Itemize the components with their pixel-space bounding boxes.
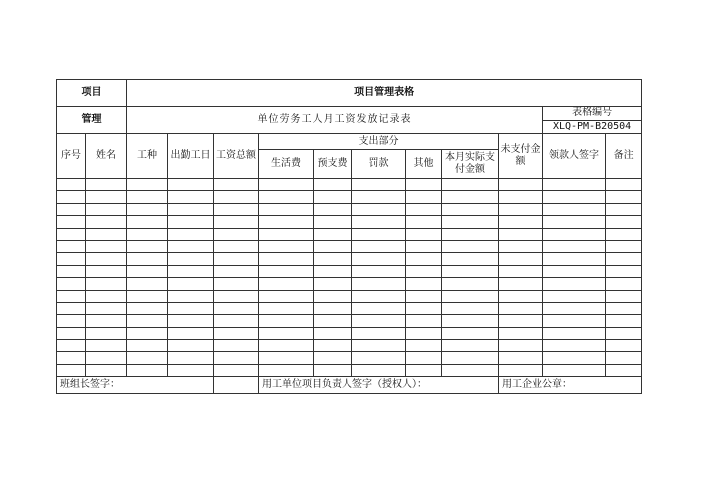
table-row <box>57 240 642 252</box>
table-cell[interactable] <box>57 327 86 339</box>
col-other: 其他 <box>406 150 442 179</box>
table-cell[interactable] <box>86 290 127 302</box>
table-row <box>57 327 642 339</box>
table-cell[interactable] <box>543 228 606 240</box>
table-cell[interactable] <box>406 302 442 314</box>
table-cell[interactable] <box>259 240 314 252</box>
table-cell[interactable] <box>352 240 406 252</box>
table-cell[interactable] <box>352 191 406 203</box>
table-cell[interactable] <box>499 290 543 302</box>
table-cell[interactable] <box>314 191 352 203</box>
header-row-1 <box>57 80 642 107</box>
table-cell[interactable] <box>127 278 168 290</box>
table-cell[interactable] <box>214 352 259 364</box>
table-cell[interactable] <box>168 228 214 240</box>
col-unpaid: 未支付金额 <box>499 134 543 179</box>
table-cell[interactable] <box>352 265 406 277</box>
table-cell[interactable] <box>606 240 642 252</box>
table-cell[interactable] <box>606 265 642 277</box>
col-name: 姓名 <box>86 134 127 179</box>
table-cell[interactable] <box>606 228 642 240</box>
table-cell[interactable] <box>127 253 168 265</box>
table-cell[interactable] <box>214 364 259 376</box>
col-signature: 领款人签字 <box>543 134 606 179</box>
data-rows <box>57 179 642 377</box>
table-cell[interactable] <box>57 290 86 302</box>
table-cell[interactable] <box>168 179 214 191</box>
table-cell[interactable] <box>543 340 606 352</box>
table-cell[interactable] <box>352 315 406 327</box>
table-cell[interactable] <box>259 228 314 240</box>
table-cell[interactable] <box>314 216 352 228</box>
table-cell[interactable] <box>442 265 499 277</box>
table-cell[interactable] <box>57 340 86 352</box>
table-cell[interactable] <box>442 240 499 252</box>
table-cell[interactable] <box>352 253 406 265</box>
company-seal: 用工企业公章： <box>499 377 642 394</box>
table-cell[interactable] <box>214 265 259 277</box>
table-row <box>57 265 642 277</box>
table-cell[interactable] <box>314 278 352 290</box>
table-row <box>57 352 642 364</box>
table-cell[interactable] <box>86 302 127 314</box>
table-cell[interactable] <box>86 216 127 228</box>
table-cell[interactable] <box>406 203 442 215</box>
table-cell[interactable] <box>314 352 352 364</box>
footer-row <box>57 377 642 394</box>
table-cell[interactable] <box>86 278 127 290</box>
wage-form <box>56 79 641 396</box>
table-cell[interactable] <box>543 203 606 215</box>
table-cell[interactable] <box>499 179 543 191</box>
table-cell[interactable] <box>57 315 86 327</box>
table-cell[interactable] <box>314 228 352 240</box>
table-cell[interactable] <box>406 278 442 290</box>
table-cell[interactable] <box>168 253 214 265</box>
table-row <box>57 253 642 265</box>
table-cell[interactable] <box>57 191 86 203</box>
table-cell[interactable] <box>442 253 499 265</box>
table-cell[interactable] <box>499 265 543 277</box>
table-cell[interactable] <box>499 315 543 327</box>
table-cell[interactable] <box>314 203 352 215</box>
table-row <box>57 228 642 240</box>
table-cell[interactable] <box>214 290 259 302</box>
table-row <box>57 302 642 314</box>
table-cell[interactable] <box>259 364 314 376</box>
project-manager-signature: 用工单位项目负责人签字（授权人）： <box>259 377 499 394</box>
table-cell[interactable] <box>86 265 127 277</box>
table-cell[interactable] <box>352 228 406 240</box>
table-cell[interactable] <box>168 216 214 228</box>
table-cell[interactable] <box>86 253 127 265</box>
table-cell[interactable] <box>442 352 499 364</box>
table-cell[interactable] <box>442 216 499 228</box>
form-title: 项目管理表格 <box>127 80 642 107</box>
table-cell[interactable] <box>406 364 442 376</box>
table-cell[interactable] <box>352 290 406 302</box>
col-actual-paid: 本月实际支付金额 <box>442 150 499 179</box>
table-cell[interactable] <box>543 265 606 277</box>
table-cell[interactable] <box>168 315 214 327</box>
table-cell[interactable] <box>499 240 543 252</box>
table-cell[interactable] <box>606 253 642 265</box>
table-cell[interactable] <box>543 216 606 228</box>
table-cell[interactable] <box>406 228 442 240</box>
table-cell[interactable] <box>168 340 214 352</box>
table-cell[interactable] <box>406 352 442 364</box>
table-cell[interactable] <box>314 179 352 191</box>
col-attendance: 出勤工日 <box>168 134 214 179</box>
table-row <box>57 315 642 327</box>
table-cell[interactable] <box>606 315 642 327</box>
table-cell[interactable] <box>499 327 543 339</box>
table-cell[interactable] <box>57 364 86 376</box>
table-cell[interactable] <box>406 191 442 203</box>
table-cell[interactable] <box>127 240 168 252</box>
table-cell[interactable] <box>499 203 543 215</box>
table-cell[interactable] <box>352 352 406 364</box>
left-bottom-label: 管理 <box>57 107 127 134</box>
table-cell[interactable] <box>314 240 352 252</box>
table-cell[interactable] <box>442 228 499 240</box>
table-cell[interactable] <box>606 352 642 364</box>
table-cell[interactable] <box>86 179 127 191</box>
table-cell[interactable] <box>259 340 314 352</box>
table-cell[interactable] <box>606 302 642 314</box>
table-cell[interactable] <box>259 265 314 277</box>
table-cell[interactable] <box>543 364 606 376</box>
table-cell[interactable] <box>352 278 406 290</box>
table-cell[interactable] <box>214 179 259 191</box>
table-row <box>57 216 642 228</box>
table-cell[interactable] <box>606 290 642 302</box>
table-cell[interactable] <box>57 240 86 252</box>
column-header-row-1 <box>57 134 642 150</box>
table-cell[interactable] <box>127 265 168 277</box>
left-top-label: 项目 <box>57 80 127 107</box>
table-cell[interactable] <box>314 364 352 376</box>
table-row <box>57 179 642 191</box>
table-cell[interactable] <box>406 290 442 302</box>
table-cell[interactable] <box>314 290 352 302</box>
col-advance: 预支费 <box>314 150 352 179</box>
table-cell[interactable] <box>168 278 214 290</box>
table-cell[interactable] <box>352 340 406 352</box>
table-cell[interactable] <box>214 228 259 240</box>
table-cell[interactable] <box>314 327 352 339</box>
table-cell[interactable] <box>127 364 168 376</box>
table-cell[interactable] <box>57 265 86 277</box>
table-cell[interactable] <box>57 179 86 191</box>
table-row <box>57 278 642 290</box>
table-cell[interactable] <box>499 364 543 376</box>
table-cell[interactable] <box>352 364 406 376</box>
col-total-wage: 工资总额 <box>214 134 259 179</box>
table-cell[interactable] <box>606 327 642 339</box>
table-cell[interactable] <box>314 265 352 277</box>
table-cell[interactable] <box>606 179 642 191</box>
table-cell[interactable] <box>127 352 168 364</box>
table-cell[interactable] <box>352 216 406 228</box>
table-cell[interactable] <box>127 327 168 339</box>
table-cell[interactable] <box>168 265 214 277</box>
table-cell[interactable] <box>442 203 499 215</box>
table-cell[interactable] <box>86 228 127 240</box>
table-cell[interactable] <box>442 364 499 376</box>
table-cell[interactable] <box>442 278 499 290</box>
table-cell[interactable] <box>214 240 259 252</box>
table-cell[interactable] <box>314 253 352 265</box>
table-cell[interactable] <box>352 203 406 215</box>
table-cell[interactable] <box>127 228 168 240</box>
table-cell[interactable] <box>543 352 606 364</box>
table-cell[interactable] <box>168 364 214 376</box>
table-row <box>57 290 642 302</box>
table-cell[interactable] <box>86 352 127 364</box>
table-cell[interactable] <box>406 179 442 191</box>
table-cell[interactable] <box>606 216 642 228</box>
table-cell[interactable] <box>57 352 86 364</box>
header-row-2 <box>57 107 642 121</box>
table-cell[interactable] <box>214 327 259 339</box>
table-cell[interactable] <box>57 302 86 314</box>
table-cell[interactable] <box>214 216 259 228</box>
table-cell[interactable] <box>442 179 499 191</box>
team-leader-signature: 班组长签字： <box>57 377 214 394</box>
table-cell[interactable] <box>168 302 214 314</box>
table-cell[interactable] <box>314 315 352 327</box>
table-cell[interactable] <box>57 228 86 240</box>
table-cell[interactable] <box>442 340 499 352</box>
table-cell[interactable] <box>406 315 442 327</box>
table-cell[interactable] <box>499 278 543 290</box>
table-cell[interactable] <box>86 327 127 339</box>
table-cell[interactable] <box>406 216 442 228</box>
sheet-title: 单位劳务工人月工资发放记录表 <box>127 107 543 134</box>
table-cell[interactable] <box>259 179 314 191</box>
table-cell[interactable] <box>214 340 259 352</box>
table-cell[interactable] <box>499 191 543 203</box>
table-cell[interactable] <box>352 179 406 191</box>
table-cell[interactable] <box>127 290 168 302</box>
code-value: XLQ-PM-B20504 <box>543 120 642 134</box>
table-cell[interactable] <box>259 203 314 215</box>
table-cell[interactable] <box>352 302 406 314</box>
table-cell[interactable] <box>543 253 606 265</box>
table-cell[interactable] <box>127 315 168 327</box>
table-cell[interactable] <box>127 340 168 352</box>
table-cell[interactable] <box>314 302 352 314</box>
table-cell[interactable] <box>499 352 543 364</box>
table-row <box>57 191 642 203</box>
table-cell[interactable] <box>57 278 86 290</box>
table-cell[interactable] <box>406 265 442 277</box>
table-row <box>57 340 642 352</box>
table-cell[interactable] <box>543 290 606 302</box>
table-cell[interactable] <box>259 302 314 314</box>
table-cell[interactable] <box>442 315 499 327</box>
table-cell[interactable] <box>543 315 606 327</box>
table-cell[interactable] <box>406 240 442 252</box>
table-cell[interactable] <box>499 340 543 352</box>
table-cell[interactable] <box>259 278 314 290</box>
col-seq: 序号 <box>57 134 86 179</box>
col-penalty: 罚款 <box>352 150 406 179</box>
table-cell[interactable] <box>86 240 127 252</box>
table-cell[interactable] <box>499 253 543 265</box>
table-cell[interactable] <box>499 302 543 314</box>
table-cell[interactable] <box>57 216 86 228</box>
table-row <box>57 203 642 215</box>
table-cell[interactable] <box>543 240 606 252</box>
table-cell[interactable] <box>259 290 314 302</box>
table-cell[interactable] <box>86 191 127 203</box>
table-cell[interactable] <box>606 191 642 203</box>
table-cell[interactable] <box>214 253 259 265</box>
table-cell[interactable] <box>406 253 442 265</box>
table-cell[interactable] <box>127 203 168 215</box>
table-cell[interactable] <box>606 340 642 352</box>
table-cell[interactable] <box>442 302 499 314</box>
table-cell[interactable] <box>86 315 127 327</box>
table-cell[interactable] <box>168 352 214 364</box>
table-cell[interactable] <box>499 228 543 240</box>
table-cell[interactable] <box>406 327 442 339</box>
table-cell[interactable] <box>86 364 127 376</box>
col-living: 生活费 <box>259 150 314 179</box>
table-cell[interactable] <box>168 290 214 302</box>
table-cell[interactable] <box>57 203 86 215</box>
table-cell[interactable] <box>606 364 642 376</box>
table-cell[interactable] <box>168 203 214 215</box>
table-cell[interactable] <box>214 315 259 327</box>
table-cell[interactable] <box>442 290 499 302</box>
table-cell[interactable] <box>259 352 314 364</box>
col-trade: 工种 <box>127 134 168 179</box>
table-cell[interactable] <box>127 302 168 314</box>
table-cell[interactable] <box>86 203 127 215</box>
table-cell[interactable] <box>57 253 86 265</box>
table-cell[interactable] <box>168 240 214 252</box>
table-cell[interactable] <box>259 253 314 265</box>
table-cell[interactable] <box>543 179 606 191</box>
col-expenditure: 支出部分 <box>259 134 499 150</box>
table-cell[interactable] <box>314 340 352 352</box>
table-cell[interactable] <box>259 315 314 327</box>
table-cell[interactable] <box>127 216 168 228</box>
table-cell[interactable] <box>259 216 314 228</box>
table-cell[interactable] <box>259 327 314 339</box>
table-cell[interactable] <box>543 327 606 339</box>
table-cell[interactable] <box>127 191 168 203</box>
table-cell[interactable] <box>606 203 642 215</box>
table-cell[interactable] <box>543 278 606 290</box>
table-cell[interactable] <box>543 302 606 314</box>
table-cell[interactable] <box>168 327 214 339</box>
table-cell[interactable] <box>352 327 406 339</box>
col-remarks: 备注 <box>606 134 642 179</box>
table-cell[interactable] <box>442 327 499 339</box>
table-cell[interactable] <box>499 216 543 228</box>
table-cell[interactable] <box>214 302 259 314</box>
code-label: 表格编号 <box>543 107 642 121</box>
table-cell[interactable] <box>606 278 642 290</box>
wage-table <box>56 79 642 394</box>
table-cell[interactable] <box>214 191 259 203</box>
table-cell[interactable] <box>214 278 259 290</box>
table-cell[interactable] <box>406 340 442 352</box>
table-cell[interactable] <box>168 191 214 203</box>
table-cell[interactable] <box>259 191 314 203</box>
footer-blank-cell <box>214 377 259 394</box>
table-row <box>57 364 642 376</box>
table-cell[interactable] <box>442 191 499 203</box>
table-cell[interactable] <box>86 340 127 352</box>
table-cell[interactable] <box>543 191 606 203</box>
table-cell[interactable] <box>214 203 259 215</box>
table-cell[interactable] <box>127 179 168 191</box>
